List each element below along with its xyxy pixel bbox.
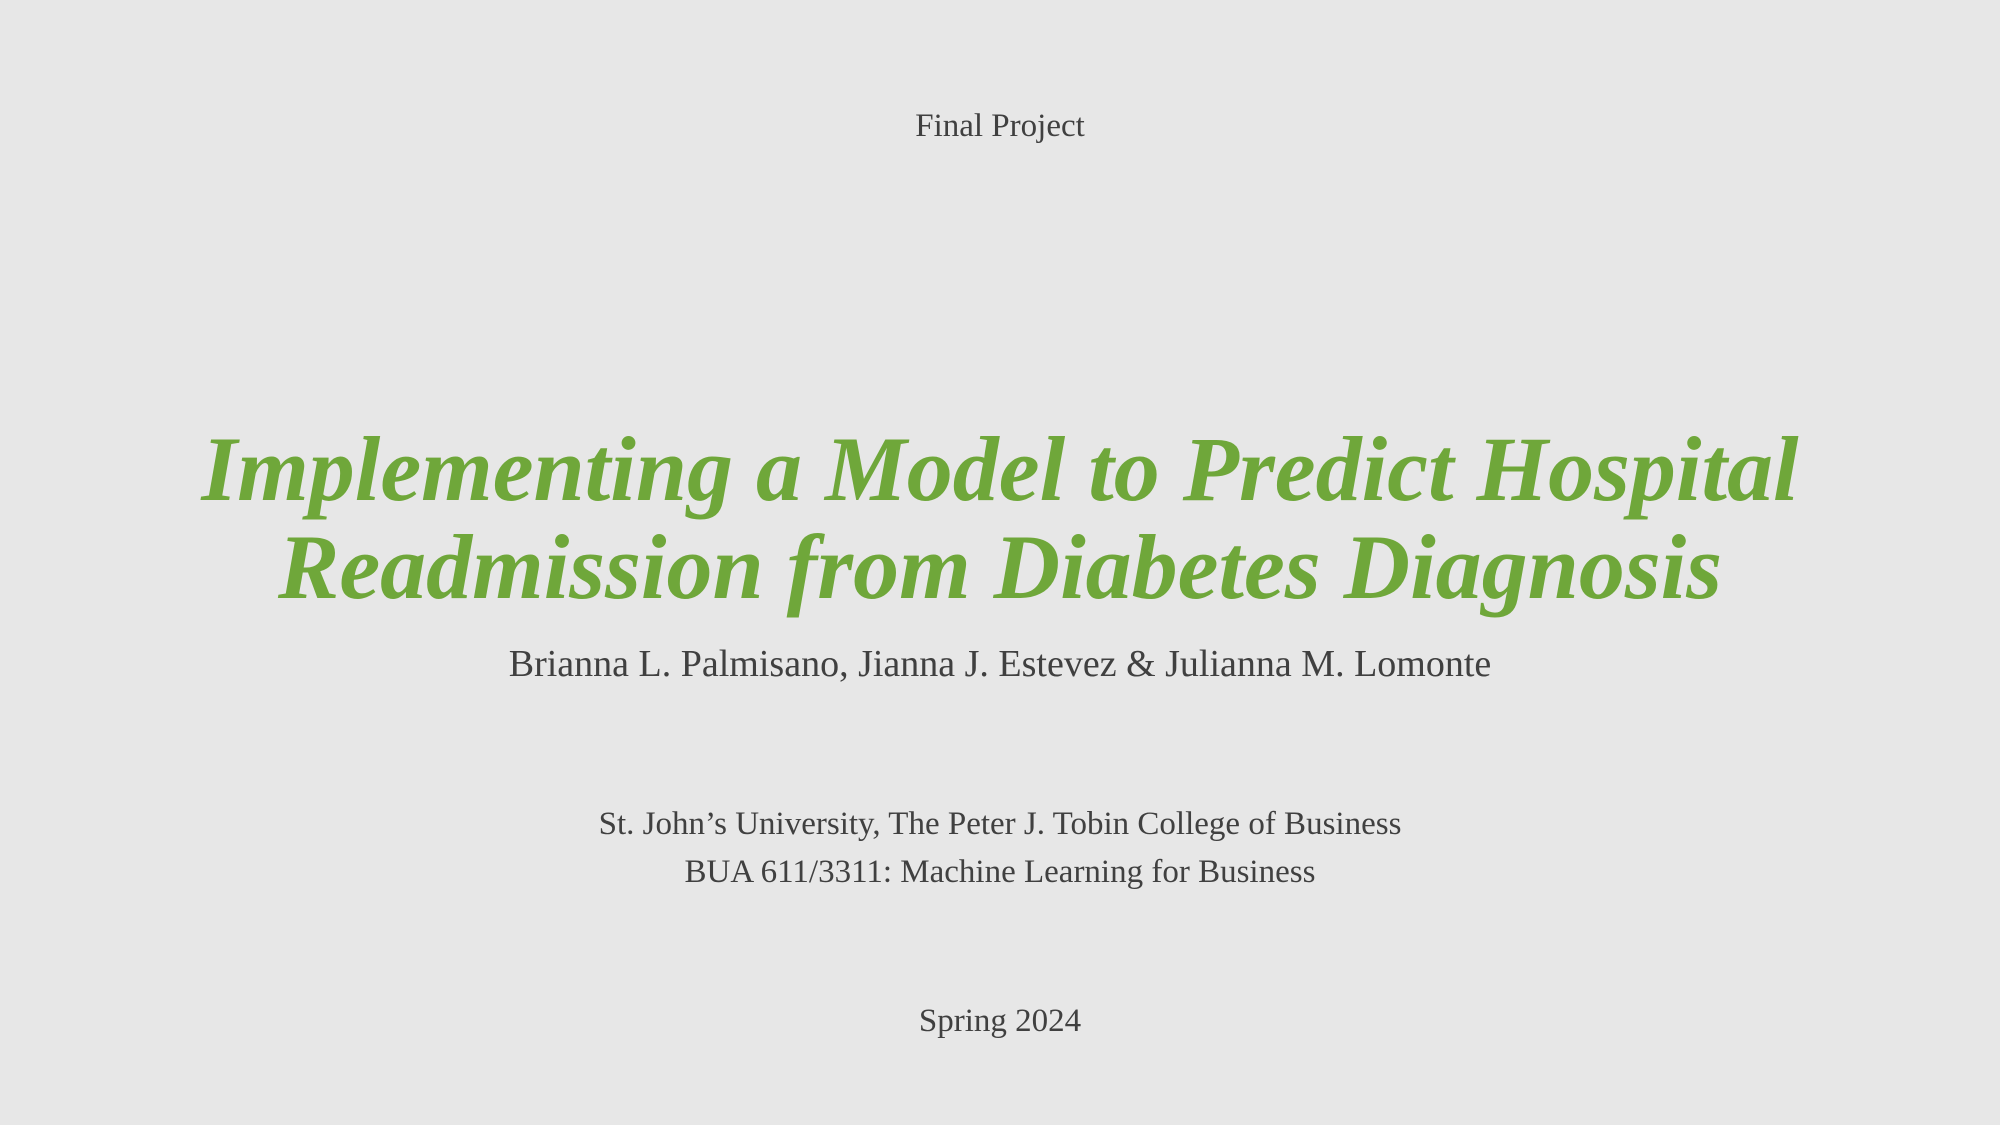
- course-name: BUA 611/3311: Machine Learning for Business: [684, 854, 1316, 890]
- author-list: Brianna L. Palmisano, Jianna J. Estevez & Julianna M. Lomonte: [508, 643, 1492, 685]
- slide-title: [0, 420, 2000, 616]
- title-line-1: Implementing a Model to Predict Hospital: [201, 418, 1799, 520]
- presentation-date: Spring 2024: [918, 1003, 1082, 1039]
- title-line-2: Readmission from Diabetes Diagnosis: [277, 516, 1722, 618]
- affiliation: St. John’s University, The Peter J. Tobin College of Business: [598, 806, 1402, 842]
- slide-kicker: Final Project: [915, 108, 1085, 144]
